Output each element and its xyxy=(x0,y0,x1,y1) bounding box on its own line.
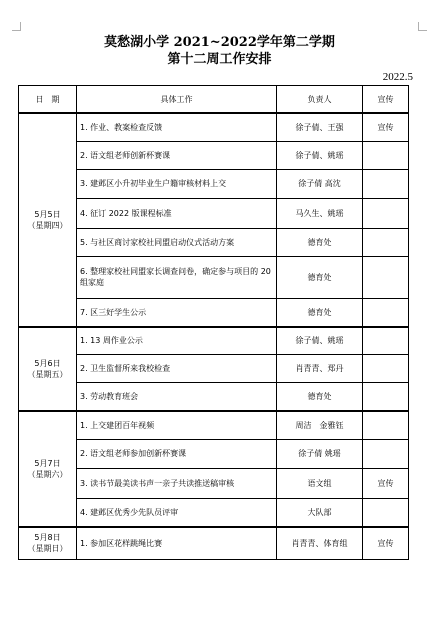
table-row xyxy=(19,382,409,411)
date-cell xyxy=(19,327,77,411)
date-label: 5月8日 xyxy=(34,533,61,543)
date-label: 5月5日 xyxy=(34,210,61,219)
task-cell: 3. 劳动教育班会 xyxy=(77,382,277,411)
publicity-cell: 宣传 xyxy=(363,468,409,498)
task-cell: 3. 读书节最美读书声一亲子共读推送稿审核 xyxy=(77,468,277,498)
task-cell: 1. 上交建团百年视频 xyxy=(77,411,277,439)
publicity-cell xyxy=(363,382,409,411)
date-label: 5月7日 xyxy=(34,459,61,468)
publicity-cell xyxy=(363,354,409,382)
task-cell: 2. 语文组老师创新杯赛课 xyxy=(77,141,277,169)
header-publicity: 宣传 xyxy=(363,86,409,114)
publicity-cell xyxy=(363,298,409,327)
task-cell: 4. 征订 2022 版课程标准 xyxy=(77,198,277,228)
person-cell: 肖青青、体育组 xyxy=(277,527,363,559)
title-line-2: 第十二周工作安排 xyxy=(167,52,272,67)
person-cell: 德育处 xyxy=(277,256,363,298)
person-cell: 马久生、姚瑶 xyxy=(277,198,363,228)
weekday-label: （星期六） xyxy=(27,470,68,479)
task-cell: 4. 建邺区优秀少先队员评审 xyxy=(77,498,277,527)
task-cell: 3. 建邺区小升初毕业生户籍审核材料上交 xyxy=(77,169,277,198)
task-cell: 2. 语文组老师参加创新杯赛课 xyxy=(77,439,277,468)
task-cell: 1. 作业、教案检查反馈 xyxy=(77,113,277,141)
publicity-cell xyxy=(363,141,409,169)
task-cell: 6. 整理家校社同盟家长调查问卷，确定参与项目的 20 组家庭 xyxy=(77,256,277,298)
corner-mark-right xyxy=(418,22,427,31)
table-row xyxy=(19,498,409,527)
person-cell: 肖青青、郑丹 xyxy=(277,354,363,382)
date-label: 5月6日 xyxy=(34,359,61,368)
table-row xyxy=(19,354,409,382)
header-person: 负责人 xyxy=(277,86,363,114)
publicity-cell xyxy=(363,411,409,439)
table-row xyxy=(19,113,409,141)
table-row xyxy=(19,439,409,468)
page-title xyxy=(0,34,439,68)
table-row xyxy=(19,198,409,228)
table-row xyxy=(19,527,409,559)
weekday-label: （星期日） xyxy=(27,544,68,554)
weekday-label: （星期五） xyxy=(27,370,68,379)
date-cell xyxy=(19,411,77,527)
publicity-cell xyxy=(363,169,409,198)
task-cell: 5. 与社区商讨家校社同盟启动仪式活动方案 xyxy=(77,228,277,256)
person-cell: 徐子倩 高沈 xyxy=(277,169,363,198)
person-cell: 徐子倩、姚瑶 xyxy=(277,141,363,169)
publicity-cell: 宣传 xyxy=(363,527,409,559)
table-row xyxy=(19,228,409,256)
weekday-label: （星期四） xyxy=(27,221,68,230)
person-cell: 徐子倩、姚瑶 xyxy=(277,327,363,354)
table-row xyxy=(19,327,409,354)
table-body xyxy=(19,113,409,559)
task-cell: 1. 参加区花样跳绳比赛 xyxy=(77,527,277,559)
person-cell: 德育处 xyxy=(277,228,363,256)
person-cell: 徐子倩 姚瑶 xyxy=(277,439,363,468)
table-row xyxy=(19,411,409,439)
publicity-cell xyxy=(363,439,409,468)
document-date: 2022.5 xyxy=(382,71,413,83)
schedule-table xyxy=(18,85,409,560)
header-date: 日 期 xyxy=(19,86,77,114)
publicity-cell xyxy=(363,256,409,298)
table-row xyxy=(19,468,409,498)
publicity-cell: 宣传 xyxy=(363,113,409,141)
corner-mark-left xyxy=(12,22,21,31)
publicity-cell xyxy=(363,198,409,228)
person-cell: 语文组 xyxy=(277,468,363,498)
person-cell: 周洁 金雅钰 xyxy=(277,411,363,439)
publicity-cell xyxy=(363,498,409,527)
person-cell: 徐子倩、王强 xyxy=(277,113,363,141)
person-cell: 德育处 xyxy=(277,382,363,411)
title-line-1: 莫愁湖小学 2021~2022学年第二学期 xyxy=(104,35,335,50)
task-cell: 7. 区三好学生公示 xyxy=(77,298,277,327)
table-row xyxy=(19,298,409,327)
person-cell: 大队部 xyxy=(277,498,363,527)
date-cell xyxy=(19,113,77,327)
table-row xyxy=(19,169,409,198)
table-row xyxy=(19,256,409,298)
table-row xyxy=(19,141,409,169)
date-cell xyxy=(19,527,77,559)
person-cell: 德育处 xyxy=(277,298,363,327)
task-cell: 1. 13 周作业公示 xyxy=(77,327,277,354)
publicity-cell xyxy=(363,228,409,256)
publicity-cell xyxy=(363,327,409,354)
table-header-row xyxy=(19,86,409,114)
task-cell: 2. 卫生监督所来我校检查 xyxy=(77,354,277,382)
header-task: 具体工作 xyxy=(77,86,277,114)
